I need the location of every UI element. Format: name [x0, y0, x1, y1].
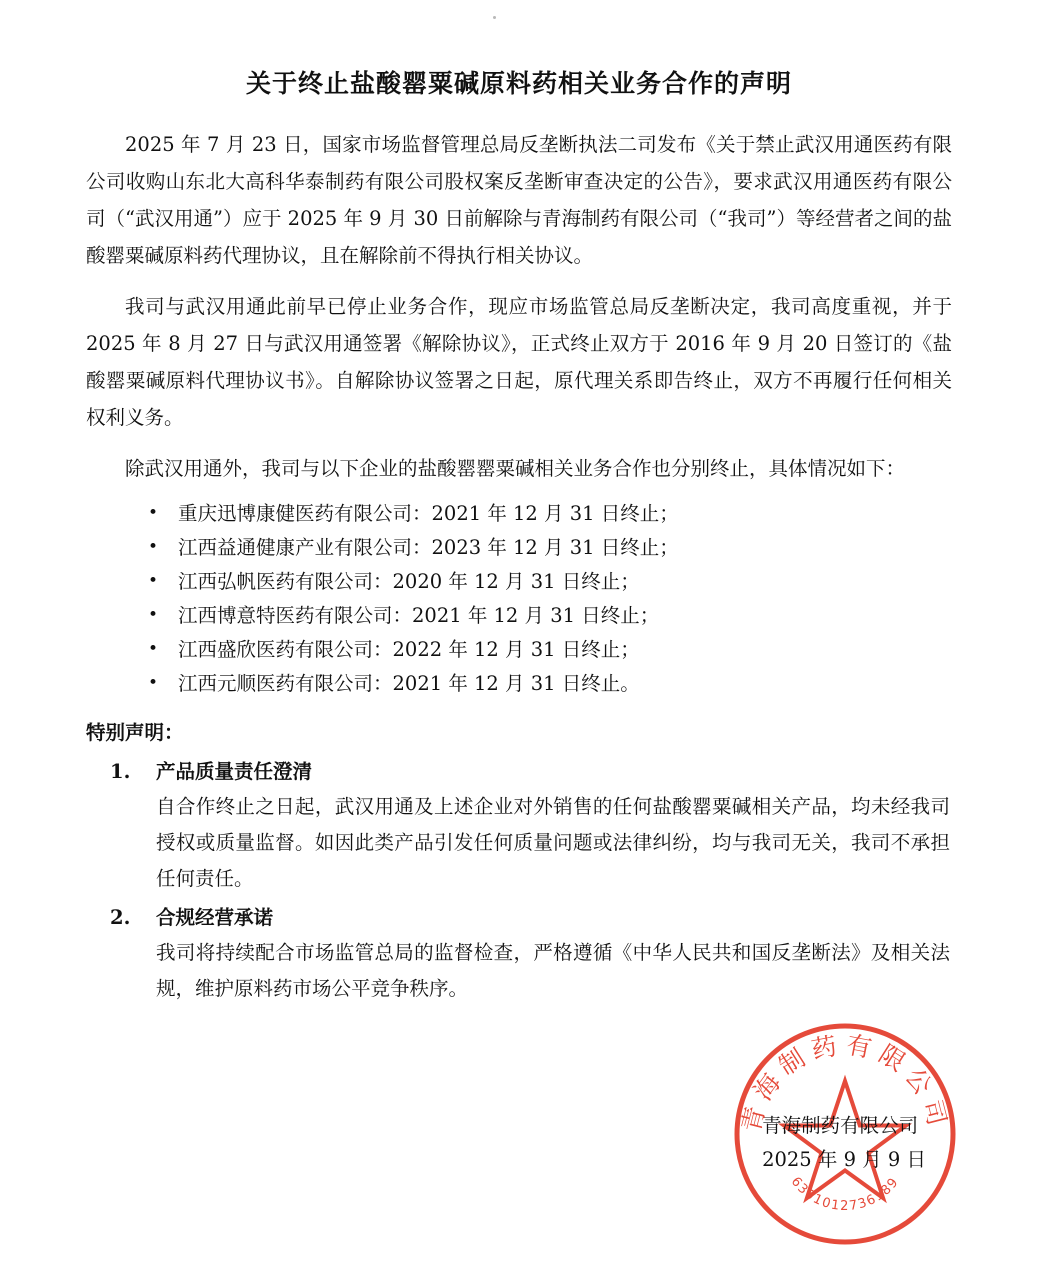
special-item-2-number: 2.	[110, 906, 131, 929]
special-item-2-heading: 合规经营承诺	[156, 906, 274, 929]
svg-text:6301012736189: 6301012736189	[787, 1174, 903, 1214]
special-item-1-number: 1.	[110, 760, 131, 783]
special-item-1-heading: 产品质量责任澄清	[156, 760, 313, 783]
special-statement-list	[86, 755, 952, 1007]
list-item: • 江西益通健康产业有限公司：2023 年 12 月 31 日终止；	[144, 531, 952, 565]
paragraph-3: 除武汉用通外，我司与以下企业的盐酸罂罂粟碱相关业务合作也分别终止，具体情况如下：	[125, 457, 906, 480]
signature-company: 青海制药有限公司	[762, 1114, 919, 1137]
list-item: • 重庆迅博康健医药有限公司：2021 年 12 月 31 日终止；	[144, 497, 952, 531]
signature-block	[762, 1109, 926, 1177]
paragraph-1: 2025 年 7 月 23 日，国家市场监督管理总局反垄断执法二司发布《关于禁止武汉用通医药有限公司收购山东北大高科华泰制药有限公司股权案反垄断审查决定的公告》，要求武汉用通医药有限公司（“武汉用通”）应于 2025 年 9 月 30 日前解除与青海制药有限公司（“我司”）等经营者之间的盐酸罂粟碱原料药代理协议，且在解除前不得执行相关协议。	[86, 133, 952, 267]
svg-text:青海制药有限公司: 青海制药有限公司	[736, 1029, 954, 1136]
paragraph-2: 我司与武汉用通此前早已停止业务合作，现应市场监管总局反垄断决定，我司高度重视，并于 2025 年 8 月 27 日与武汉用通签署《解除协议》，正式终止双方于 2016 年 9 月 20 日签订的《盐酸罂粟碱原料代理协议书》。自解除协议签署之日起，原代理关系即告终止，双方不再履行任何相关权利义务。	[86, 295, 952, 429]
special-item-1	[86, 755, 952, 897]
scan-artifact-dot	[493, 16, 496, 19]
special-item-2-heading-row	[86, 901, 952, 935]
special-item-1-heading-row	[86, 755, 952, 789]
signature-date: 2025 年 9 月 9 日	[762, 1148, 926, 1171]
terminated-companies-list	[86, 497, 952, 701]
special-item-2	[86, 901, 952, 1007]
list-item: • 江西盛欣医药有限公司：2022 年 12 月 31 日终止；	[144, 633, 952, 667]
special-statement-heading: 特别声明：	[86, 721, 184, 744]
special-item-1-body: 自合作终止之日起，武汉用通及上述企业对外销售的任何盐酸罂粟碱相关产品，均未经我司授权或质量监督。如因此类产品引发任何质量问题或法律纠纷，均与我司无关，我司不承担任何责任。	[156, 795, 950, 890]
list-item: • 江西元顺医药有限公司：2021 年 12 月 31 日终止。	[144, 667, 952, 701]
page-title: 关于终止盐酸罂粟碱原料药相关业务合作的声明	[245, 69, 792, 98]
list-item: • 江西弘帆医药有限公司：2020 年 12 月 31 日终止；	[144, 565, 952, 599]
list-item: • 江西博意特医药有限公司：2021 年 12 月 31 日终止；	[144, 599, 952, 633]
special-item-2-body: 我司将持续配合市场监管总局的监督检查，严格遵循《中华人民共和国反垄断法》及相关法规，维护原料药市场公平竞争秩序。	[156, 941, 950, 1000]
